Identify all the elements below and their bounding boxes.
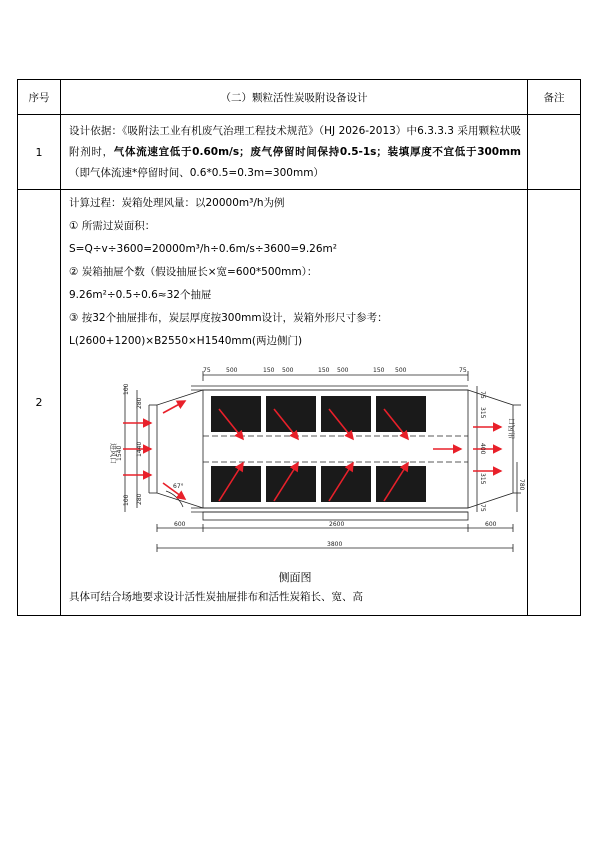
left-dim: 1440 xyxy=(136,441,143,457)
left-dim: 280 xyxy=(136,397,143,409)
left-dim: 100 xyxy=(123,494,130,506)
calc-line-4: ② 炭箱抽屉个数（假设抽屉长×宽=600*500mm）： xyxy=(69,266,318,278)
header-title: （二）颗粒活性炭吸附设备设计 xyxy=(61,80,528,115)
left-outer-dim: 1540 xyxy=(116,445,123,461)
outlet-label: 出风口 xyxy=(508,418,516,439)
table-row xyxy=(18,190,581,616)
calc-line-3: S=Q÷v÷3600=20000m³/h÷0.6m/s÷3600=9.26m² xyxy=(69,243,337,255)
basis-text-a: 设计依据：《吸附法工业有机废气治理工程技术规范》（HJ 2026-2013）中6.3.3.3 采用颗粒状吸附剂时， xyxy=(69,124,521,158)
basis-text-c: （即气体流速*停留时间、0.6*0.5=0.3m=300mm） xyxy=(69,166,324,179)
top-dim: 500 xyxy=(395,367,407,374)
design-table xyxy=(17,79,581,616)
bottom-dim: 600 xyxy=(485,521,497,528)
top-dim: 75 xyxy=(459,367,467,374)
left-dim: 100 xyxy=(123,383,130,395)
design-basis-cell xyxy=(61,115,528,190)
calculation-cell xyxy=(61,190,528,616)
top-dim: 75 xyxy=(203,367,211,374)
calc-line-5: 9.26m²÷0.5÷0.6≈32个抽屉 xyxy=(69,289,212,301)
table-row xyxy=(18,115,581,190)
header-no: 序号 xyxy=(18,80,61,115)
right-dim: 75 xyxy=(479,391,486,399)
basis-text-b: 气体流速宜低于0.60m/s；废气停留时间保持0.5-1s；装填厚度不宜低于300mm xyxy=(113,145,521,158)
total-length-dim: 3800 xyxy=(327,541,343,548)
calc-line-1: 计算过程：炭箱处理风量：以20000m³/h为例 xyxy=(69,197,285,209)
calc-line-6: ③ 按32个抽屉排布，炭层厚度按300mm设计，炭箱外形尺寸参考： xyxy=(69,312,388,324)
left-dim: 280 xyxy=(136,493,143,505)
row2-note xyxy=(528,190,581,616)
closing-note: 具体可结合场地要求设计活性炭抽屉排布和活性炭箱长、宽、高 xyxy=(69,591,363,603)
top-dim: 500 xyxy=(282,367,294,374)
diagram-caption: 侧面图 xyxy=(278,571,312,584)
calc-line-7: L(2600+1200)×B2550×H1540mm(两边侧门) xyxy=(69,335,303,347)
side-view-drawing xyxy=(61,361,525,566)
right-dim: 400 xyxy=(479,443,486,455)
angle-label: 67° xyxy=(173,483,184,490)
bottom-dim: 2600 xyxy=(329,521,345,528)
right-outer-dim: 780 xyxy=(518,479,525,491)
top-dim: 500 xyxy=(226,367,238,374)
inlet-label: 进风口 xyxy=(109,443,117,464)
right-dim: 315 xyxy=(479,407,486,419)
top-dim: 500 xyxy=(337,367,349,374)
top-dim: 150 xyxy=(373,367,385,374)
table-header-row xyxy=(18,80,581,115)
right-dim: 315 xyxy=(479,473,486,485)
calc-line-2: ① 所需过炭面积： xyxy=(69,220,156,232)
top-dim: 150 xyxy=(318,367,330,374)
row1-no: 1 xyxy=(18,115,61,190)
row2-no: 2 xyxy=(18,190,61,616)
header-note: 备注 xyxy=(528,80,581,115)
row1-note xyxy=(528,115,581,190)
right-dim: 75 xyxy=(479,504,486,512)
bottom-dim: 600 xyxy=(174,521,186,528)
top-dim: 150 xyxy=(263,367,275,374)
